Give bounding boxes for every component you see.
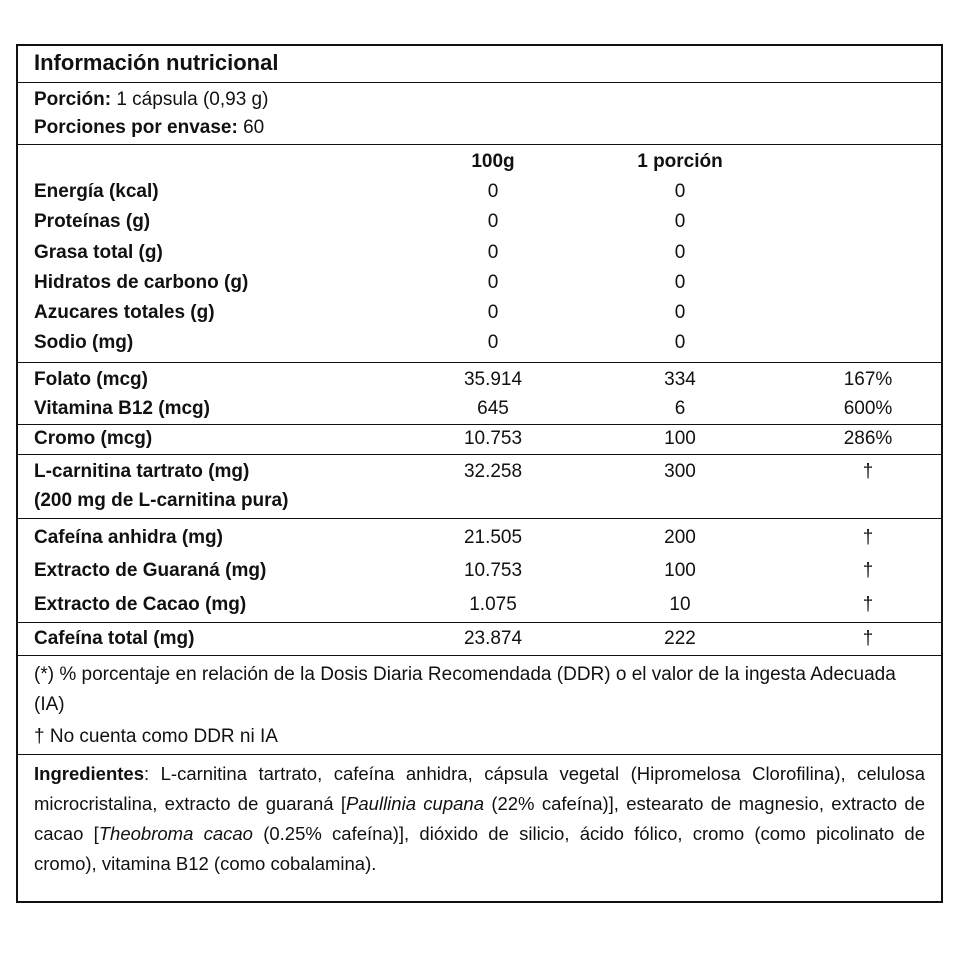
dagger-footnote: † No cuenta como DDR ni IA <box>34 726 278 747</box>
main-nutrients-section <box>18 145 941 363</box>
row-portion: 222 <box>664 628 696 649</box>
row-label: Azucares totales (g) <box>34 302 215 324</box>
row-portion: 0 <box>674 271 686 293</box>
table-row <box>18 457 941 486</box>
row-per100: 10.753 <box>463 428 523 449</box>
row-per100: 0 <box>487 211 499 233</box>
table-row <box>18 623 941 655</box>
ingredients-italic-1: Paullinia cupana <box>346 793 484 814</box>
row-portion: 0 <box>674 241 686 263</box>
col-header-100g: 100g <box>471 151 515 173</box>
row-label: Energía (kcal) <box>34 181 159 203</box>
row-per100: 32.258 <box>463 460 523 482</box>
row-per100: 10.753 <box>463 560 523 582</box>
row-per100: 645 <box>477 397 509 419</box>
row-label: Folato (mcg) <box>34 368 148 390</box>
row-label: Hidratos de carbono (g) <box>34 271 249 293</box>
col-header-portion: 1 porción <box>637 151 723 173</box>
cromo-section <box>18 425 941 455</box>
ingredients-section <box>18 755 941 879</box>
table-row <box>18 328 941 358</box>
ddr-footnote: (*) % porcentaje en relación de la Dosis Diaria Recomendada (DDR) o el valor de la ingesta Adecuada (IA) <box>34 664 896 715</box>
row-label: Extracto de Cacao (mg) <box>34 593 247 615</box>
table-row <box>18 555 941 589</box>
table-row <box>18 588 941 622</box>
row-label: Cromo (mcg) <box>34 428 153 449</box>
caffeine-section <box>18 519 941 623</box>
per-pack-value: 60 <box>237 117 265 138</box>
row-per100: 0 <box>487 332 499 354</box>
row-percent: † <box>862 526 874 548</box>
carnitina-section <box>18 455 941 519</box>
row-percent: † <box>862 593 874 615</box>
row-label: Proteínas (g) <box>34 211 151 233</box>
row-percent: 600% <box>843 397 893 419</box>
per-pack-label: Porciones por envase: <box>34 117 238 138</box>
row-percent: † <box>862 560 874 582</box>
row-portion: 10 <box>669 593 691 615</box>
serving-info <box>18 83 941 145</box>
table-row <box>18 425 941 453</box>
row-per100: 35.914 <box>463 368 523 390</box>
total-caffeine-section <box>18 623 941 656</box>
row-portion: 0 <box>674 332 686 354</box>
row-sublabel: (200 mg de L-carnitina pura) <box>34 489 289 511</box>
row-label: Cafeína total (mg) <box>34 628 195 649</box>
row-percent: † <box>862 460 874 482</box>
portion-value: 1 cápsula (0,93 g) <box>111 89 269 110</box>
row-portion: 6 <box>674 397 686 419</box>
row-portion: 100 <box>664 428 696 449</box>
table-row <box>18 177 941 207</box>
row-per100: 23.874 <box>463 628 523 649</box>
row-percent: 167% <box>843 368 893 390</box>
table-row <box>18 268 941 298</box>
ingredients-label: Ingredientes <box>34 763 144 784</box>
row-percent: 286% <box>843 428 893 449</box>
row-portion: 0 <box>674 211 686 233</box>
nutrition-facts-panel <box>16 44 943 903</box>
table-row <box>18 207 941 237</box>
row-label: Extracto de Guaraná (mg) <box>34 560 267 582</box>
row-label: L-carnitina tartrato (mg) <box>34 460 250 482</box>
footnotes-section <box>18 656 941 755</box>
row-label: Vitamina B12 (mcg) <box>34 397 210 419</box>
panel-title: Información nutricional <box>18 46 941 83</box>
row-percent: † <box>862 628 874 649</box>
column-header-row <box>18 147 941 177</box>
row-portion: 0 <box>674 181 686 203</box>
ingredients-text-3: (0.25% cafeína)], dióxido de silicio, ácido fólico, cromo (como picolinato de cromo), vitamina B12 (como cobalamina). <box>34 823 925 874</box>
table-row <box>18 238 941 268</box>
portion-label: Porción: <box>34 89 112 110</box>
table-row <box>18 298 941 328</box>
row-portion: 300 <box>664 460 696 482</box>
row-per100: 1.075 <box>469 593 517 615</box>
table-row <box>18 394 941 423</box>
row-per100: 0 <box>487 302 499 324</box>
ingredients-text-1: : L-carnitina tartrato, cafeína anhidra, cápsula vegetal (Hipromelosa Clorofilina), celulosa microcristalina, extracto de guaraná [ <box>34 763 925 814</box>
portion-line <box>34 86 941 114</box>
row-per100: 0 <box>487 241 499 263</box>
row-portion: 0 <box>674 302 686 324</box>
row-portion: 100 <box>664 560 696 582</box>
row-per100: 0 <box>487 271 499 293</box>
per-pack-line <box>34 114 941 142</box>
ingredients-text-2: (22% cafeína)], estearato de magnesio, extracto de cacao [ <box>34 793 925 844</box>
ingredients-italic-2: Theobroma cacao <box>98 823 253 844</box>
row-per100: 0 <box>487 181 499 203</box>
table-row <box>18 365 941 394</box>
row-portion: 200 <box>664 526 696 548</box>
row-portion: 334 <box>664 368 696 390</box>
table-row-sublabel <box>18 486 941 515</box>
row-label: Sodio (mg) <box>34 332 134 354</box>
row-label: Cafeína anhidra (mg) <box>34 526 223 548</box>
row-label: Grasa total (g) <box>34 241 163 263</box>
table-row <box>18 521 941 555</box>
vitamins-section <box>18 363 941 425</box>
row-per100: 21.505 <box>463 526 523 548</box>
